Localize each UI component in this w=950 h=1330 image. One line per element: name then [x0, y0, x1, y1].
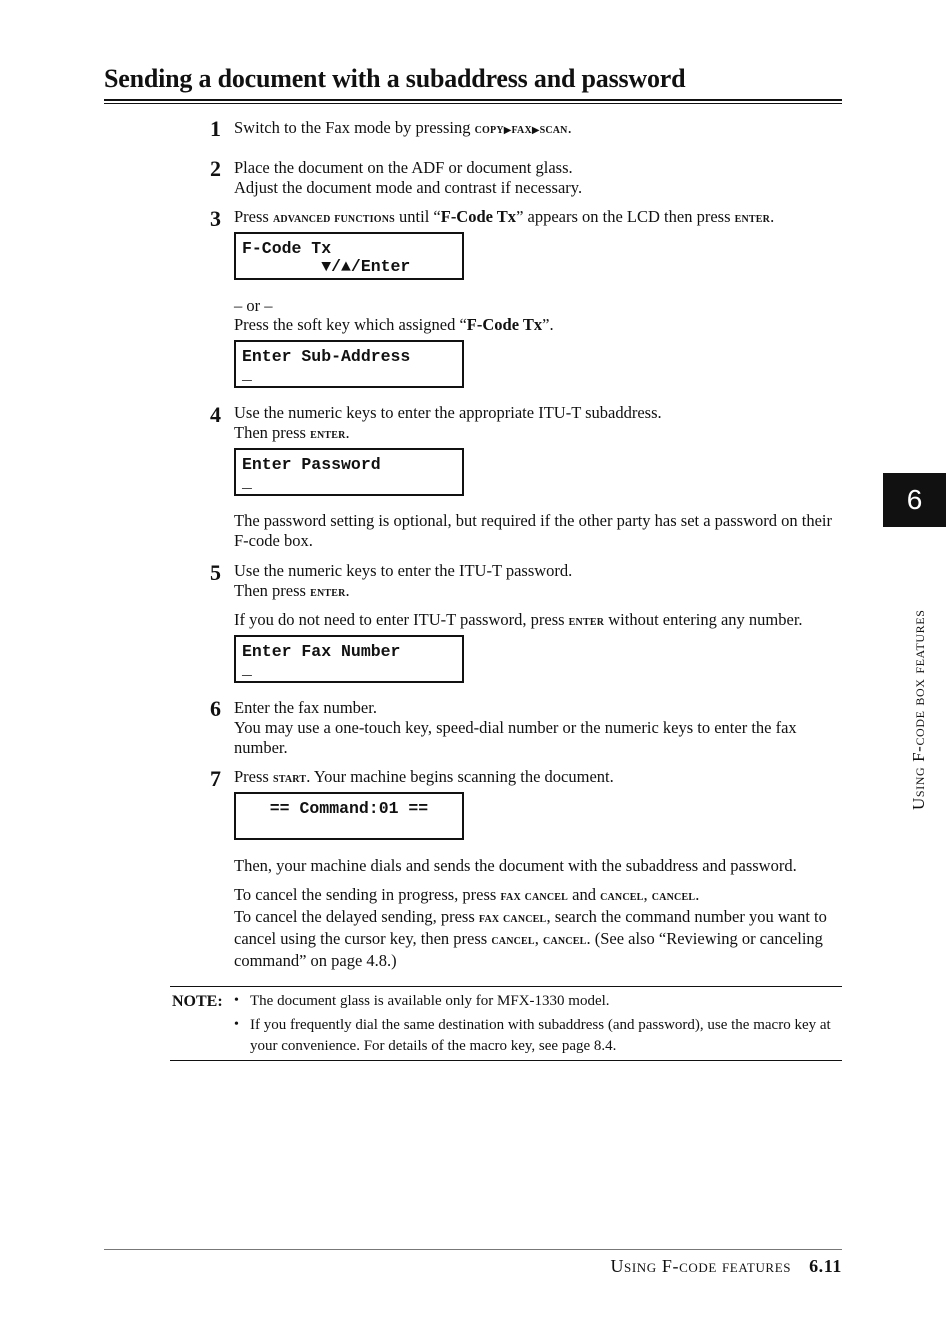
advanced-functions-key: advanced functions: [272, 211, 395, 226]
lcd-line-2: ▼/▲/Enter: [242, 257, 411, 276]
lcd-display: [234, 635, 464, 683]
enter-key: enter: [310, 427, 346, 442]
step-number: 1: [210, 116, 221, 141]
lcd-display: [234, 232, 464, 280]
lcd-cursor: _: [242, 660, 252, 679]
password-note: The password setting is optional, but required if the other party has set a password on their F-code box.: [234, 511, 832, 550]
start-key: start: [272, 771, 307, 786]
scan-key: scan: [539, 122, 568, 137]
footer-section: Using F-code features: [610, 1256, 792, 1276]
lcd-line-1: F-Code Tx: [242, 239, 332, 258]
step-3-text: Press advanced functions until “F-Code Tx” appears on the LCD then press enter.: [234, 207, 775, 226]
note-item: The document glass is available only for MFX-1330 model.: [250, 993, 610, 1009]
lcd-line-1: Enter Fax Number: [242, 642, 401, 661]
note-rule-bottom: [170, 1060, 842, 1061]
lcd-line-1: == Command:01 ==: [269, 799, 429, 818]
lcd-display: [234, 340, 464, 388]
lcd-display: [234, 792, 464, 840]
page-title: Sending a document with a subaddress and password: [104, 64, 686, 93]
step-1-text: Switch to the Fax mode by pressing copy▶fax▶scan.: [234, 118, 572, 137]
step-6-text: Enter the fax number. You may use a one-touch key, speed-dial number or the numeric keys to enter the fax number.: [234, 698, 797, 757]
step-number: 7: [210, 766, 221, 791]
step-7-text: Press start. Your machine begins scanning the document.: [234, 767, 614, 786]
step-5-text: Use the numeric keys to enter the ITU-T password. Then press enter.: [234, 561, 573, 600]
footer: [610, 1256, 842, 1277]
step-5-extra: If you do not need to enter ITU-T password, press enter without entering any number.: [234, 610, 803, 629]
step-4-text: Use the numeric keys to enter the appropriate ITU-T subaddress. Then press enter.: [234, 403, 662, 442]
fax-cancel-key: fax cancel: [500, 889, 568, 904]
copy-key: copy: [474, 122, 504, 137]
arrow-right-icon: ▶: [531, 125, 540, 136]
cancel-key: cancel: [651, 889, 696, 904]
lcd-display: [234, 448, 464, 496]
chapter-tab: 6: [883, 473, 946, 527]
note-label: NOTE:: [172, 993, 223, 1010]
footer-rule: [104, 1249, 842, 1250]
step-number: 6: [210, 696, 221, 721]
enter-key: enter: [568, 614, 605, 629]
enter-key: enter: [734, 211, 771, 226]
fax-key: fax: [511, 122, 532, 137]
title-rule: [104, 99, 842, 101]
step-number: 2: [210, 156, 221, 181]
arrow-right-icon: ▶: [503, 125, 512, 136]
bullet: •: [234, 1017, 239, 1032]
step-number: 5: [210, 560, 221, 585]
cancel-key: cancel: [600, 889, 644, 904]
lcd-cursor: _: [242, 473, 252, 492]
fax-cancel-key: fax cancel: [478, 911, 547, 926]
title-rule-thin: [104, 103, 842, 104]
step-number: 4: [210, 402, 221, 427]
or-separator: – or –: [234, 296, 273, 315]
step-3-alt-text: Press the soft key which assigned “F-Code Tx”.: [234, 315, 554, 334]
step-2-text: Place the document on the ADF or document glass. Adjust the document mode and contrast if necessary.: [234, 158, 583, 197]
step-number: 3: [210, 206, 221, 231]
page-number: 6.11: [809, 1256, 842, 1276]
lcd-line-1: Enter Password: [242, 455, 381, 474]
lcd-cursor: _: [242, 365, 252, 384]
lcd-line-1: Enter Sub-Address: [242, 347, 411, 366]
cancel-key: cancel: [491, 933, 535, 948]
cancel-key: cancel: [543, 933, 587, 948]
note-item: If you frequently dial the same destination with subaddress (and password), use the macro key at your convenience. For details of the macro key, see page 8.4.: [250, 1017, 831, 1054]
bullet: •: [234, 993, 239, 1008]
step-7-after: Then, your machine dials and sends the document with the subaddress and password.: [234, 856, 797, 875]
cancel-instructions: To cancel the sending in progress, press fax cancel and cancel, cancel. To cancel the delayed sending, press fax cancel, search the command number you want to cancel using the cursor key, then press cancel, cancel. (See also “Reviewing or canceling command” on page 4.8.): [234, 885, 827, 970]
note-rule-top: [170, 986, 842, 987]
enter-key: enter: [310, 585, 346, 600]
chapter-side-label: Using F-code box features: [909, 609, 928, 810]
